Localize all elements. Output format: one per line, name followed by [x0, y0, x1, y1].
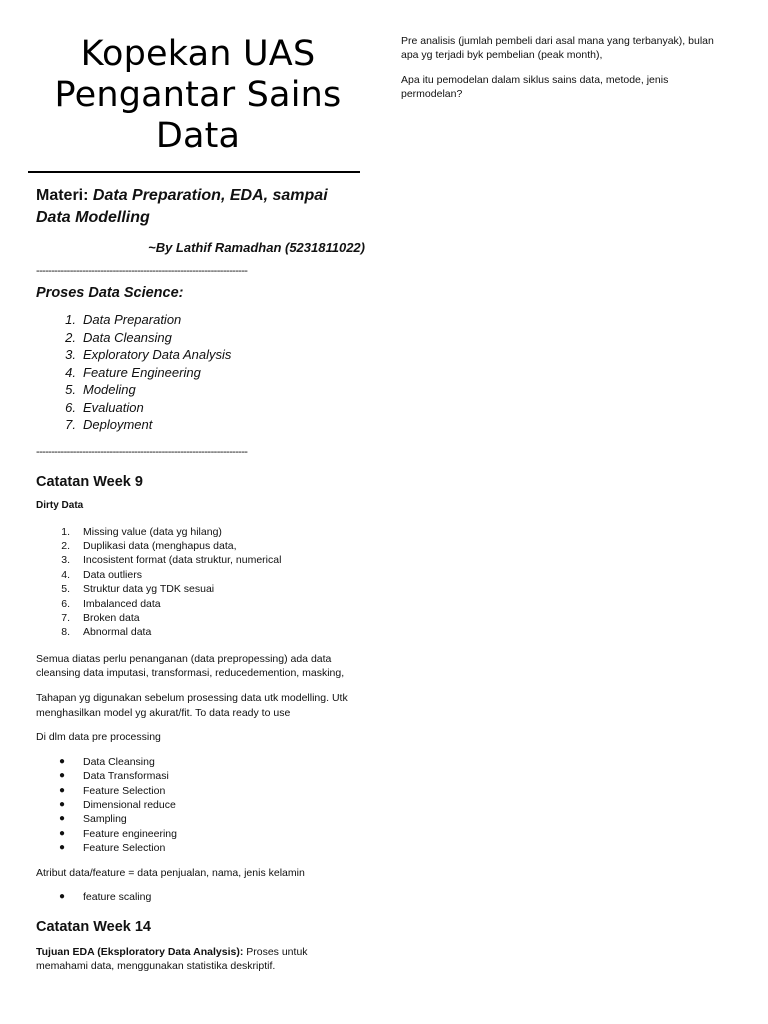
- title-line-1: Kopekan UAS: [80, 34, 316, 74]
- bullet-icon: ●: [59, 755, 66, 767]
- right-column: [401, 34, 731, 112]
- list-item: ● Data Cleansing: [59, 755, 155, 768]
- list-item: 7. Broken data: [61, 611, 140, 624]
- document-title: [28, 34, 368, 157]
- bullet-icon: ●: [59, 784, 66, 796]
- paragraph-tujuan-eda: Tujuan EDA (Eksploratory Data Analysis): Proses untuk memahami data, menggunakan statistika deskriptif.: [36, 945, 308, 973]
- paragraph-penanganan: Semua diatas perlu penanganan (data prepropessing) ada data cleansing data imputasi, transformasi, reducedemention, masking,: [36, 652, 345, 680]
- list-item: 3. Incosistent format (data struktur, numerical: [61, 554, 282, 567]
- list-item: ● Feature Selection: [59, 784, 166, 797]
- bullet-icon: ●: [59, 770, 66, 782]
- list-item: ● Dimensional reduce: [59, 798, 176, 811]
- left-column: [28, 30, 368, 974]
- list-item: 1. Data Preparation: [65, 312, 182, 327]
- list-item: ● Feature Selection: [59, 842, 166, 855]
- tujuan-eda-label: Tujuan EDA (Eksploratory Data Analysis): [36, 945, 240, 958]
- title-line-3: Data: [155, 116, 241, 156]
- week14-heading: Catatan Week 14: [36, 918, 151, 935]
- separator-line-2: ---------------------------------------------------------------------: [36, 445, 248, 458]
- paragraph-preprocessing: Di dlm data pre processing: [36, 731, 161, 744]
- bullet-icon: ●: [59, 891, 66, 903]
- title-line-2: Pengantar Sains: [54, 75, 342, 115]
- paragraph-pemodelan: Apa itu pemodelan dalam siklus sains data, metode, jenis permodelan?: [401, 73, 669, 101]
- paragraph-atribut: Atribut data/feature = data penjualan, nama, jenis kelamin: [36, 866, 305, 879]
- list-item: 6. Evaluation: [65, 399, 144, 415]
- proses-heading: Proses Data Science:: [36, 285, 184, 301]
- paragraph-tahapan: Tahapan yg digunakan sebelum prosessing data utk modelling. Utk menghasilkan model yg akurat/fit. To data ready to use: [36, 691, 348, 719]
- list-item: 2. Data Cleansing: [65, 329, 172, 345]
- bullet-icon: ●: [59, 827, 66, 839]
- bullet-icon: ●: [59, 813, 66, 825]
- materi-label: Materi:: [36, 187, 89, 204]
- list-item: ● feature scaling: [59, 891, 152, 904]
- separator-line: ---------------------------------------------------------------------: [36, 265, 248, 277]
- dirty-data-heading: Dirty Data: [36, 499, 84, 511]
- proses-list: [28, 311, 368, 434]
- bullet-icon: ●: [59, 798, 66, 810]
- bullet-icon: ●: [59, 842, 66, 854]
- list-item: ● Sampling: [59, 813, 127, 826]
- list-item: 8. Abnormal data: [61, 626, 152, 639]
- list-item: 4. Feature Engineering: [65, 364, 201, 380]
- dirty-data-list: [28, 525, 368, 640]
- title-underline: [28, 171, 360, 173]
- preprocessing-list: [28, 755, 368, 856]
- tujuan-eda-text: Proses untuk memahami data, menggunakan statistika deskriptif.: [36, 945, 308, 973]
- list-item: 6. Imbalanced data: [61, 597, 161, 610]
- feature-scaling-list: [28, 890, 368, 904]
- author-byline: ~By Lathif Ramadhan (5231811022): [148, 240, 365, 255]
- list-item: 5. Struktur data yg TDK sesuai: [61, 583, 215, 596]
- list-item: 3. Exploratory Data Analysis: [65, 347, 232, 362]
- paragraph-pre-analisis: Pre analisis (jumlah pembeli dari asal mana yang terbanyak), bulan apa yg terjadi byk pembelian (peak month),: [401, 35, 714, 62]
- materi-topic-line-2: Data Modelling: [36, 209, 150, 226]
- materi-topic-line-1: Data Preparation, EDA, sampai: [92, 187, 328, 204]
- list-item: 5. Modeling: [65, 382, 136, 397]
- materi-heading: [36, 185, 368, 229]
- list-item: 2. Duplikasi data (menghapus data,: [61, 539, 237, 552]
- week9-heading: Catatan Week 9: [36, 473, 143, 490]
- list-item: ● Feature engineering: [59, 827, 177, 840]
- list-item: 7. Deployment: [65, 417, 153, 432]
- list-item: 4. Data outliers: [61, 568, 142, 581]
- list-item: 1. Missing value (data yg hilang): [61, 525, 222, 538]
- list-item: ● Data Transformasi: [59, 770, 169, 783]
